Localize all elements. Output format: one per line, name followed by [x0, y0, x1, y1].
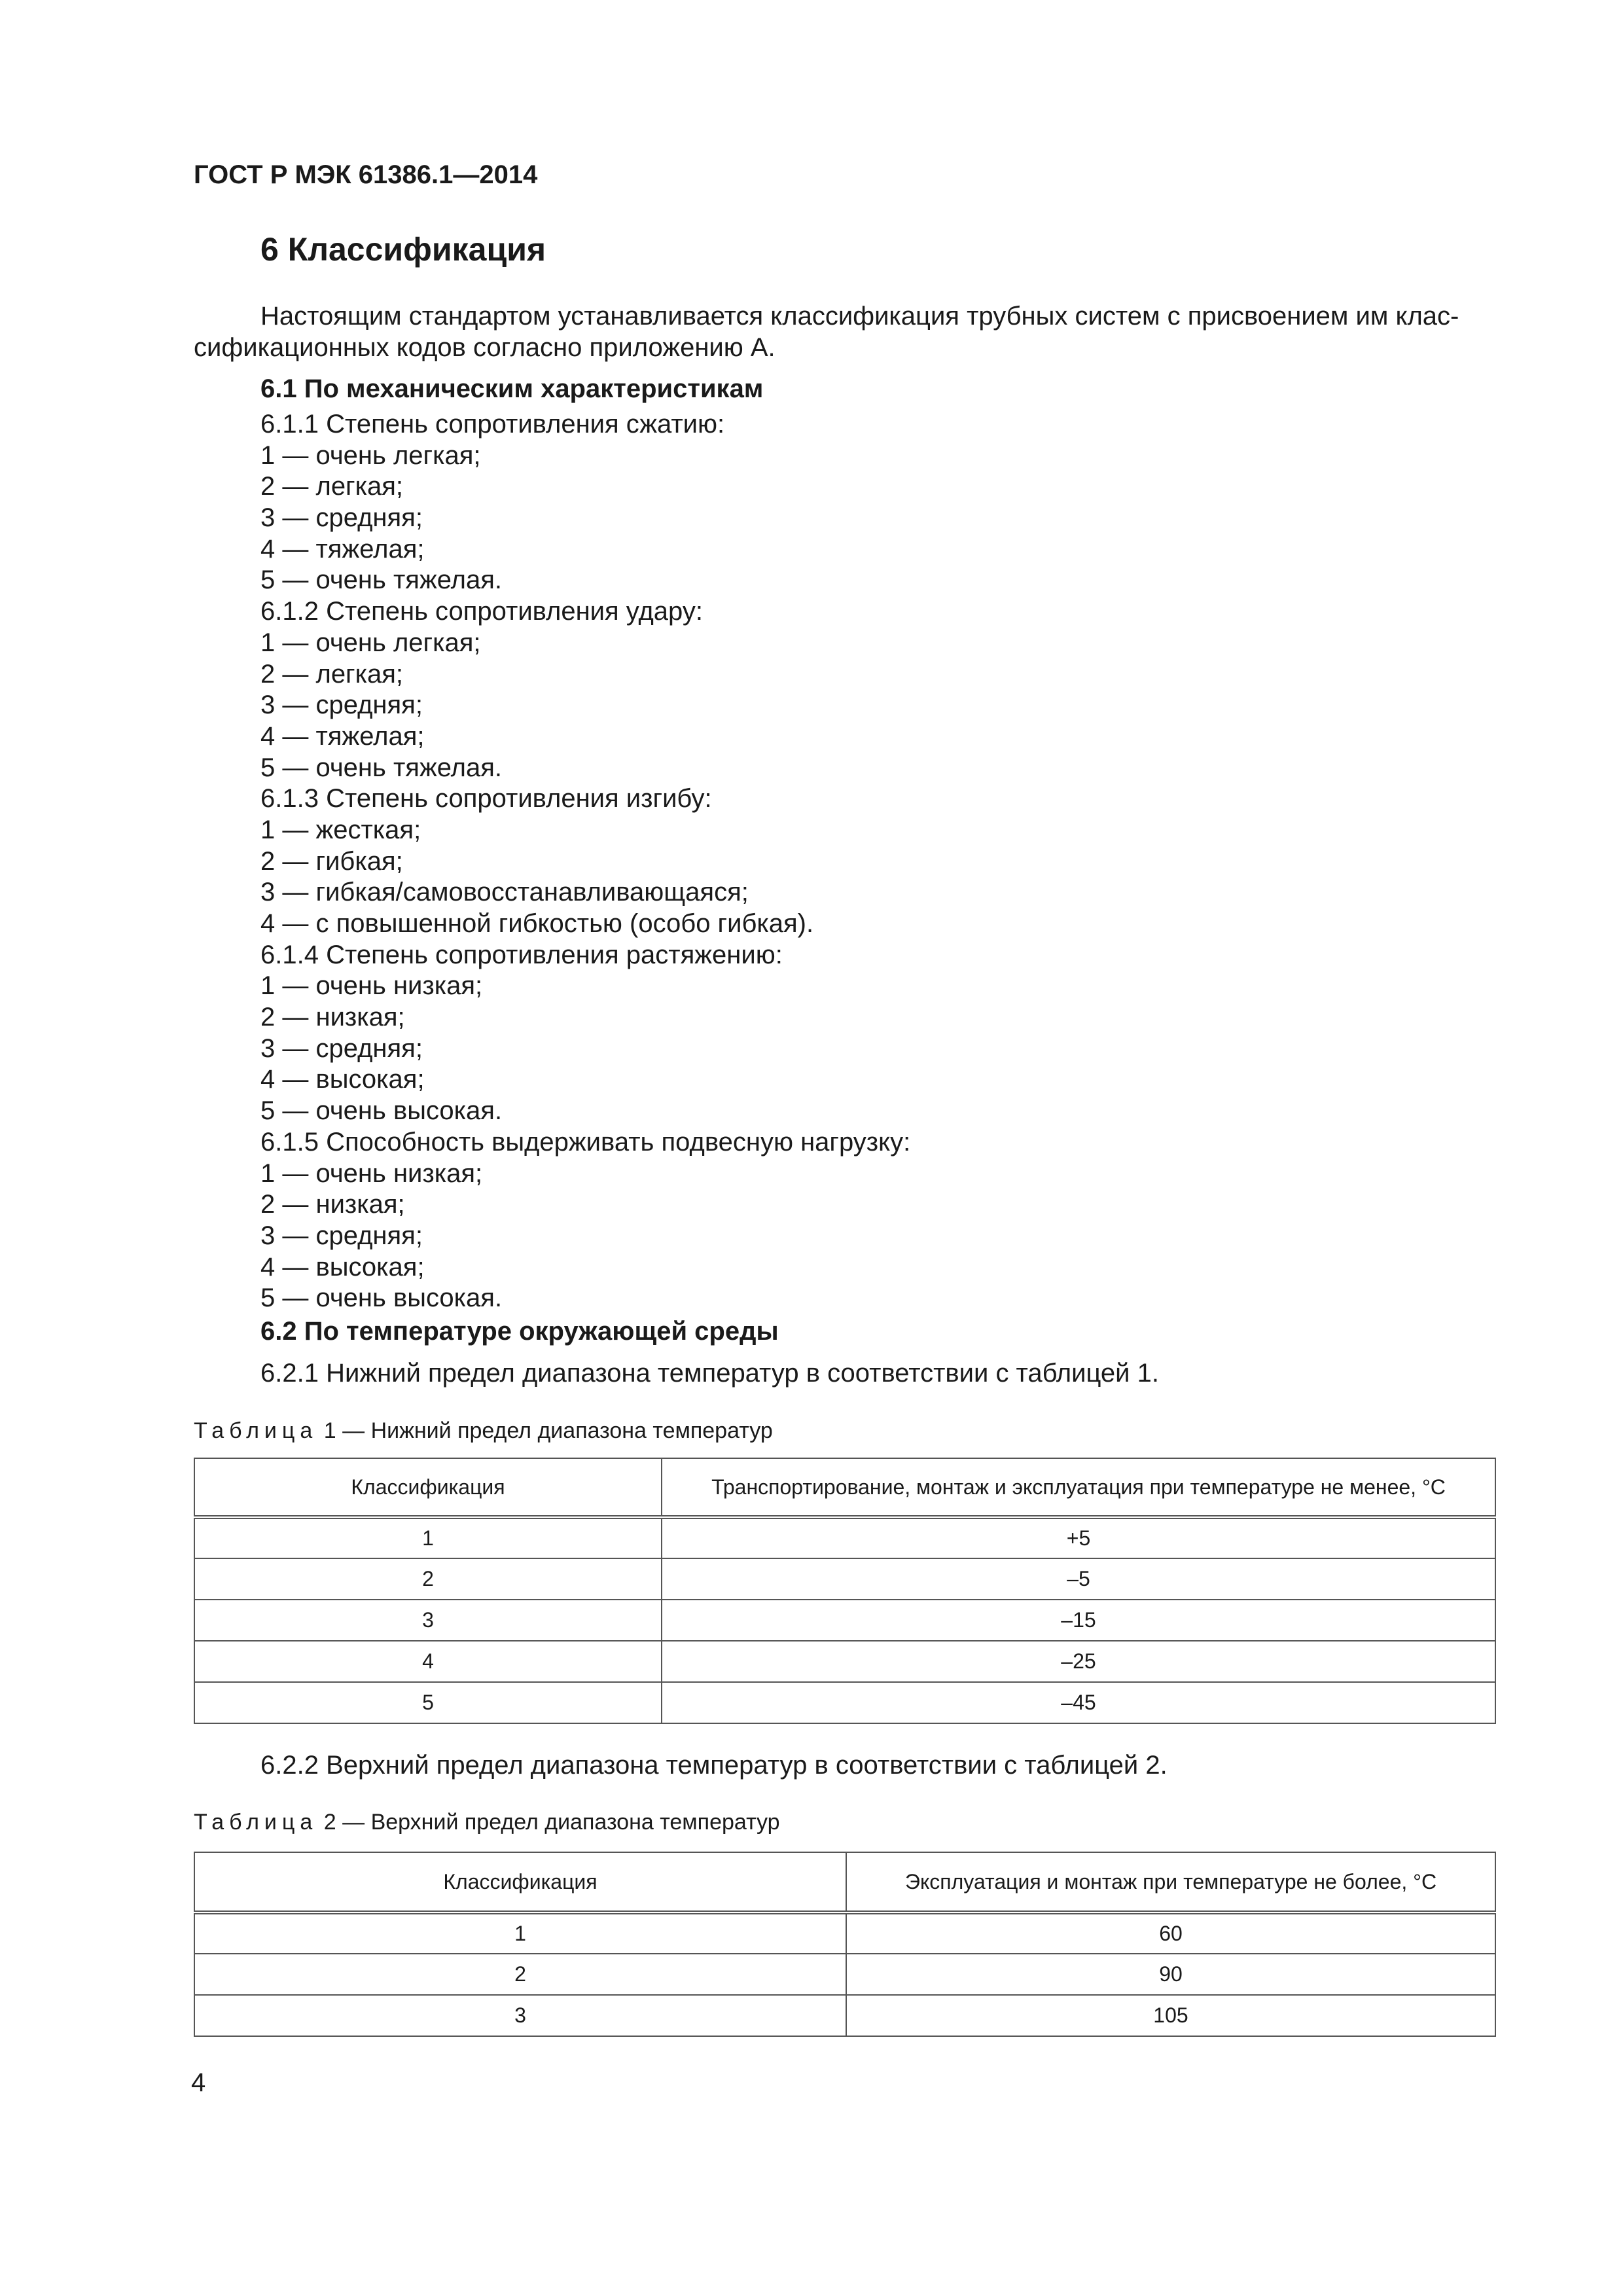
list-item: 6.1.2 Степень сопротивления удару: [260, 597, 703, 626]
list-item: 2 — гибкая; [260, 846, 403, 876]
table-header: Классификация [194, 1458, 662, 1517]
caption-text: 1 — Нижний предел диапазона температур [323, 1418, 773, 1443]
list-item: 3 — гибкая/самовосстанавливающаяся; [260, 878, 749, 907]
table-cell: –45 [662, 1682, 1495, 1723]
section-title: 6 Классификация [260, 231, 546, 268]
list-item: 4 — тяжелая; [260, 721, 425, 751]
table1 [194, 1458, 1496, 1724]
table-header: Эксплуатация и монтаж при температуре не более, °С [846, 1852, 1495, 1912]
list-item: 1 — очень низкая; [260, 1158, 483, 1188]
table-cell: 1 [194, 1517, 662, 1558]
list-item: 1 — очень легкая; [260, 628, 481, 657]
list-item: 5 — очень тяжелая. [260, 565, 502, 595]
table-row [194, 1912, 1495, 1954]
list-item: 4 — высокая; [260, 1252, 425, 1282]
caption-text: 2 — Верхний предел диапазона температур [323, 1810, 780, 1835]
table-header: Классификация [194, 1852, 846, 1912]
table-row [194, 1641, 1495, 1682]
table-cell: –15 [662, 1600, 1495, 1641]
list-item: 1 — жесткая; [260, 815, 421, 844]
intro-paragraph-line2: сификационных кодов согласно приложению А. [194, 333, 776, 362]
table-cell: –25 [662, 1641, 1495, 1682]
list-item: 6.1.5 Способность выдерживать подвесную нагрузку: [260, 1127, 911, 1157]
subsection-title-6-1: 6.1 По механическим характеристикам [260, 374, 764, 403]
subsection-title-6-2: 6.2 По температуре окружающей среды [260, 1317, 779, 1346]
table2-caption [194, 1810, 780, 1835]
list-item: 4 — с повышенной гибкостью (особо гибкая). [260, 909, 814, 938]
table-cell: 4 [194, 1641, 662, 1682]
list-item: 3 — средняя; [260, 1221, 423, 1250]
table-row [194, 1558, 1495, 1600]
list-item: 4 — тяжелая; [260, 534, 425, 564]
classification-list-6-1 [260, 409, 910, 1314]
table-cell: 3 [194, 1995, 846, 2036]
paragraph-6-2-2: 6.2.2 Верхний предел диапазона температур в соответствии с таблицей 2. [260, 1751, 1168, 1780]
table-cell: 105 [846, 1995, 1495, 2036]
table2 [194, 1852, 1496, 2037]
table-row [194, 1954, 1495, 1995]
paragraph-6-2-1: 6.2.1 Нижний предел диапазона температур в соответствии с таблицей 1. [260, 1359, 1159, 1388]
table-row [194, 1682, 1495, 1723]
list-item: 2 — легкая; [260, 472, 404, 501]
list-item: 2 — низкая; [260, 1190, 405, 1219]
list-item: 5 — очень высокая. [260, 1096, 503, 1126]
table-row [194, 1995, 1495, 2036]
table-cell: 1 [194, 1912, 846, 1954]
list-item: 6.1.1 Степень сопротивления сжатию: [260, 410, 725, 439]
table-cell: 2 [194, 1558, 662, 1600]
list-item: 3 — средняя; [260, 691, 423, 720]
table-cell: 90 [846, 1954, 1495, 1995]
list-item: 2 — низкая; [260, 1003, 405, 1032]
list-item: 5 — очень тяжелая. [260, 753, 502, 782]
list-item: 6.1.4 Степень сопротивления растяжению: [260, 940, 783, 969]
list-item: 1 — очень низкая; [260, 971, 483, 1001]
list-item: 6.1.3 Степень сопротивления изгибу: [260, 784, 712, 814]
list-item: 5 — очень высокая. [260, 1283, 503, 1313]
list-item: 3 — средняя; [260, 1033, 423, 1063]
table-cell: 3 [194, 1600, 662, 1641]
list-item: 1 — очень легкая; [260, 440, 481, 470]
table-row [194, 1600, 1495, 1641]
table-cell: +5 [662, 1517, 1495, 1558]
table-cell: 2 [194, 1954, 846, 1995]
caption-label: Таблица [194, 1418, 318, 1443]
table1-caption [194, 1418, 773, 1444]
list-item: 2 — легкая; [260, 659, 404, 689]
caption-label: Таблица [194, 1810, 318, 1835]
document-code: ГОСТ Р МЭК 61386.1—2014 [194, 160, 538, 189]
table-cell: –5 [662, 1558, 1495, 1600]
list-item: 3 — средняя; [260, 503, 423, 533]
list-item: 4 — высокая; [260, 1065, 425, 1094]
table-row [194, 1517, 1495, 1558]
table-cell: 5 [194, 1682, 662, 1723]
intro-paragraph-line1: Настоящим стандартом устанавливается классификация трубных систем с присвоением им клас- [260, 302, 1459, 331]
page-number: 4 [191, 2068, 206, 2097]
table-header: Транспортирование, монтаж и эксплуатация при температуре не менее, °С [662, 1458, 1495, 1517]
table-cell: 60 [846, 1912, 1495, 1954]
